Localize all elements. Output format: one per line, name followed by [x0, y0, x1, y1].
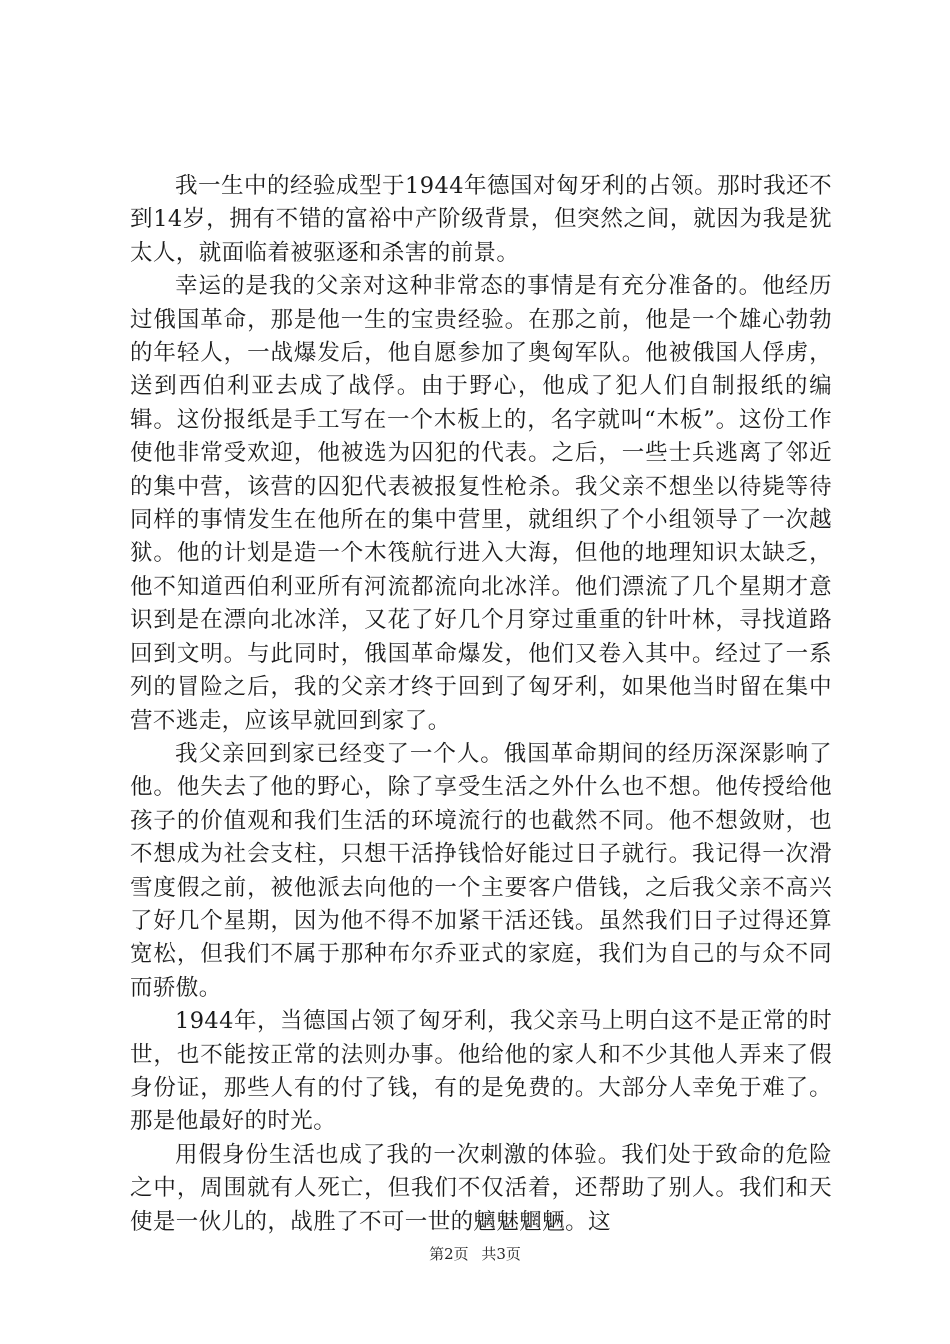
- page-footer: [0, 1244, 950, 1264]
- paragraph-2: 幸运的是我的父亲对这种非常态的事情是有充分准备的。他经历过俄国革命，那是他一生的宝贵经验。在那之前，他是一个雄心勃勃的年轻人，一战爆发后，他自愿参加了奥匈军队。他被俄国人俘虏，送到西伯利亚去成了战俘。由于野心，他成了犯人们自制报纸的编辑。这份报纸是手工写在一个木板上的，名字就叫“木板”。这份工作使他非常受欢迎，他被选为囚犯的代表。之后，一些士兵逃离了邻近的集中营，该营的囚犯代表被报复性枪杀。我父亲不想坐以待毙等待同样的事情发生在他所在的集中营里，就组织了个小组领导了一次越狱。他的计划是造一个木筏航行进入大海，但他的地理知识太缺乏，他不知道西伯利亚所有河流都流向北冰洋。他们漂流了几个星期才意识到是在漂向北冰洋，又花了好几个月穿过重重的针叶林，寻找道路回到文明。与此同时，俄国革命爆发，他们又卷入其中。经过了一系列的冒险之后，我的父亲才终于回到了匈牙利，如果他当时留在集中营不逃走，应该早就回到家了。: [130, 273, 832, 734]
- paragraph-1: 我一生中的经验成型于1944年德国对匈牙利的占领。那时我还不到14岁，拥有不错的富裕中产阶级背景，但突然之间，就因为我是犹太人，就面临着被驱逐和杀害的前景。: [130, 173, 832, 266]
- page-number: 第2页: [429, 1245, 469, 1263]
- paragraph-4: 1944年，当德国占领了匈牙利，我父亲马上明白这不是正常的时世，也不能按正常的法则办事。他给他的家人和不少其他人弄来了假身份证，那些人有的付了钱，有的是免费的。大部分人幸免于难了。那是他最好的时光。: [130, 1008, 832, 1135]
- page-total: 共3页: [481, 1245, 521, 1263]
- paragraph-3: 我父亲回到家已经变了一个人。俄国革命期间的经历深深影响了他。他失去了他的野心，除了享受生活之外什么也不想。他传授给他孩子的价值观和我们生活的环境流行的也截然不同。他不想敛财，也不想成为社会支柱，只想干活挣钱恰好能过日子就行。我记得一次滑雪度假之前，被他派去向他的一个主要客户借钱，之后我父亲不高兴了好几个星期，因为他不得不加紧干活还钱。虽然我们日子过得还算宽松，但我们不属于那种布尔乔亚式的家庭，我们为自己的与众不同而骄傲。: [130, 740, 832, 1001]
- paragraph-5: 用假身份生活也成了我的一次刺激的体验。我们处于致命的危险之中，周围就有人死亡，但我们不仅活着，还帮助了别人。我们和天使是一伙儿的，战胜了不可一世的魑魅魍魉。这: [130, 1141, 832, 1235]
- body-text: [130, 170, 832, 1239]
